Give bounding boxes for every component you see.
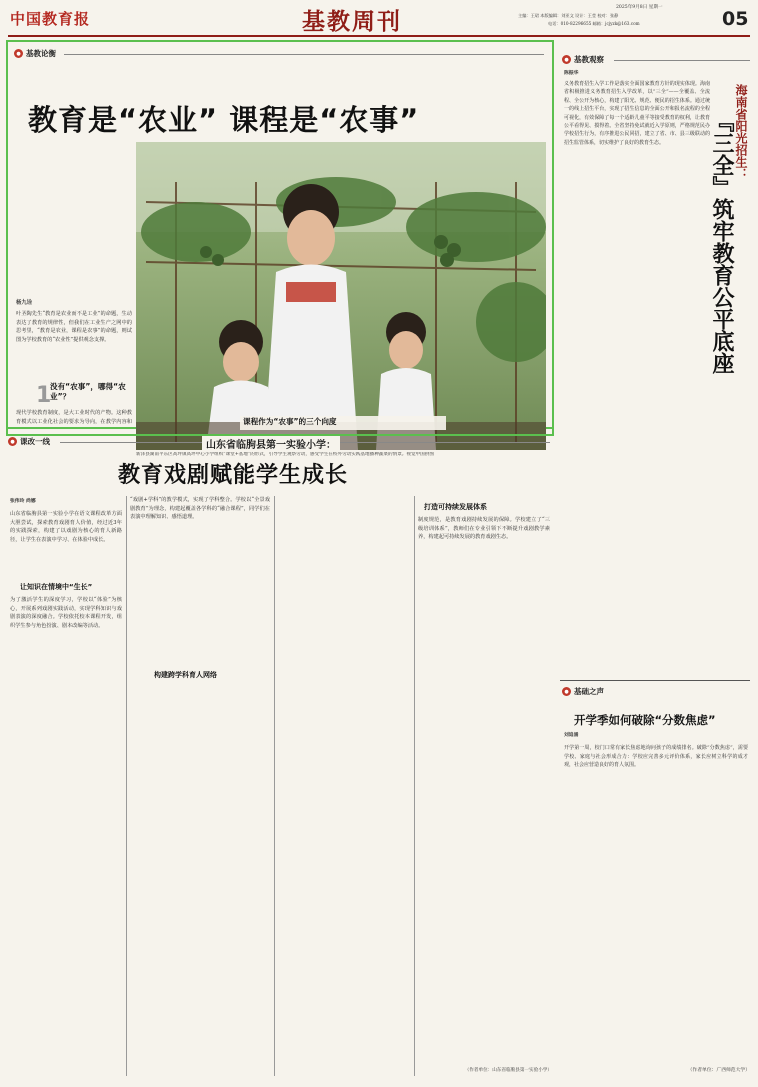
right-column — [560, 40, 752, 720]
section-marker-icon: ● — [562, 687, 571, 696]
section-marker-icon: ● — [14, 49, 23, 58]
bottom-lead: 山东省临朐县第一实验小学在语文课程改革方面大胆尝试，探索教育戏剧育人价值，经过近3年的实践探索，构建了以戏剧为核心的育人新路径，让学生在表演中学习、在体验中成长。 — [10, 511, 122, 543]
main-columns — [134, 0, 135, 1]
right-sub-byline: 刘追涌 — [564, 732, 579, 738]
main-lead: 叶圣陶先生“教育是农业而不是工业”的命题，生动表达了教育的规律性，但我们在工业生产之网中的思考里，“教育是农业，课程是农事”的命题，则试图为学校教育的“农业性”提供观念支撑。 — [16, 311, 132, 343]
main-col-1: 现代学校教育制度，是大工业时代的产物。这种教育模式以工业化社会的要求为导向，在教学内容和 — [16, 410, 132, 425]
section-label-text: 课改一线 — [20, 437, 50, 446]
right-body: 义务教育招生入学工作是落实全面国家教育方针的现实体现。海南省积极推进义务教育招生入学改革，以“三全”——全覆盖、全流程、全公开为核心，构建了阳光、规范、便民的招生体系。通过统一的线上招生平台，实现了招生信息的全面公开和报名流程的全程可视化，有效保障了每一个适龄儿童平等接受教育的权利，让教育公平看得见、摸得着。全省坚持免试就近入学原则，严格规范民办学校招生行为，有序推进公民同招，建立了省、市、县三级联动的招生监管体系，切实维护了良好的教育生态。 — [564, 81, 710, 146]
right-sub-author: （作者单位：广西师范大学） — [687, 1068, 750, 1073]
newspaper-logo: 中国教育报 — [10, 10, 91, 28]
right-byline: 陈振华 — [564, 70, 579, 76]
bottom-subhead-1: 让知识在情境中“生长” — [20, 583, 93, 591]
main-headline: 教育是“农业” 课程是“农事” — [28, 103, 420, 137]
main-col-1-cont — [14, 392, 130, 432]
masthead — [0, 0, 758, 38]
bottom-col-2: “戏剧+学科”的教学模式，实现了学科整合。学校以“全景戏剧教育”为理念，构建起覆盖各学科的“融合课程”，同学们在表演中理解知识、感悟道理。 — [130, 497, 270, 521]
photo-children-vineyard — [136, 142, 546, 450]
masthead-rule — [8, 35, 750, 37]
bottom-vrule-3 — [414, 496, 415, 1076]
right-sub-rule-top — [560, 680, 750, 681]
section-rule — [64, 54, 544, 55]
section-label-kegai — [8, 436, 50, 447]
right-tagline: 海南省阳光招生： — [734, 84, 748, 180]
section-label-jiceng — [14, 48, 56, 59]
bottom-subhead-3: 打造可持续发展体系 — [424, 503, 487, 511]
bottom-col-1: 为了激活学生的深度学习，学校以“体验”为核心，开展系列戏剧实践活动，实现学科知识与戏剧表演的深度融合。学校依托校本课程开发，组织学生参与角色扮演、剧本改编等活动。 — [10, 597, 122, 629]
right-sub-body: 开学第一周，校门口常有家长焦虑地询问孩子的成绩排名。破除“分数焦虑”，需要学校、家庭与社会形成合力：学校应完善多元评价体系，家长应树立科学的成才观，社会应营造良好的育人氛围。 — [564, 745, 748, 769]
bottom-subhead-2: 构建跨学科育人网络 — [154, 671, 217, 679]
bottom-vrule-2 — [274, 496, 275, 1076]
photo1-caption: 新泽县湖南平东区高坪镇高坪中心小学组织“课堂+基地”的形式，引导学生观察劳动，感受学生在校外劳动实践基地播种蔬菜的情景。视觉中国供图 — [136, 452, 434, 457]
section-marker-icon: ● — [562, 55, 571, 64]
editors-line: 主编：王珺 本版编辑：刘亚文 设计：王莹 校对：张静 — [518, 13, 619, 18]
section-label-voice — [562, 686, 604, 697]
section-marker-icon: ● — [8, 437, 17, 446]
right-sub-headline: 开学季如何破除“分数焦虑” — [574, 713, 716, 727]
bottom-vrule-1 — [126, 496, 127, 1076]
section-title: 基教周刊 — [302, 8, 402, 35]
right-section-rule — [614, 60, 750, 61]
contact-line: 电话：010-82296655 邮箱：jcjyzk@163.com — [548, 21, 640, 26]
section-label-text: 基教论衡 — [26, 49, 56, 58]
section-label-observe — [562, 54, 604, 65]
bottom-byline: 张伟玲 尚娜 — [10, 498, 36, 504]
section-label-text: 基教观察 — [574, 55, 604, 64]
page-number: 05 — [722, 8, 749, 30]
main-byline: 杨九诠 — [16, 300, 33, 306]
bottom-col-3: 制度规范，是教育戏剧持续发展的保障。学校建立了“三级培训体系”，教师们在专业引领下不断提升戏剧教学素养，构建起可持续发展的教育戏剧生态。 — [418, 517, 550, 541]
subhead-1-marker: 1 — [36, 383, 52, 408]
section-label-text: 基础之声 — [574, 687, 604, 696]
right-headline: 『三全』筑牢教育公平底座 — [709, 110, 734, 374]
bottom-author-note: （作者单位：山东省临朐县第一实验小学） — [464, 1068, 552, 1073]
bottom-article — [6, 436, 554, 1084]
photo-illustration — [136, 142, 546, 450]
bottom-kicker: 山东省临朐县第一实验小学： — [202, 436, 340, 451]
subhead-1: 没有“农事”，哪得“农业”？ — [50, 382, 126, 401]
bottom-headline: 教育戏剧赋能学生成长 — [118, 463, 349, 488]
right-sub-article — [560, 680, 752, 1080]
subhead-2: 课程作为“农事”的三个向度 — [240, 416, 446, 430]
date-line: 2025年9月8日 星期一 — [616, 5, 663, 10]
